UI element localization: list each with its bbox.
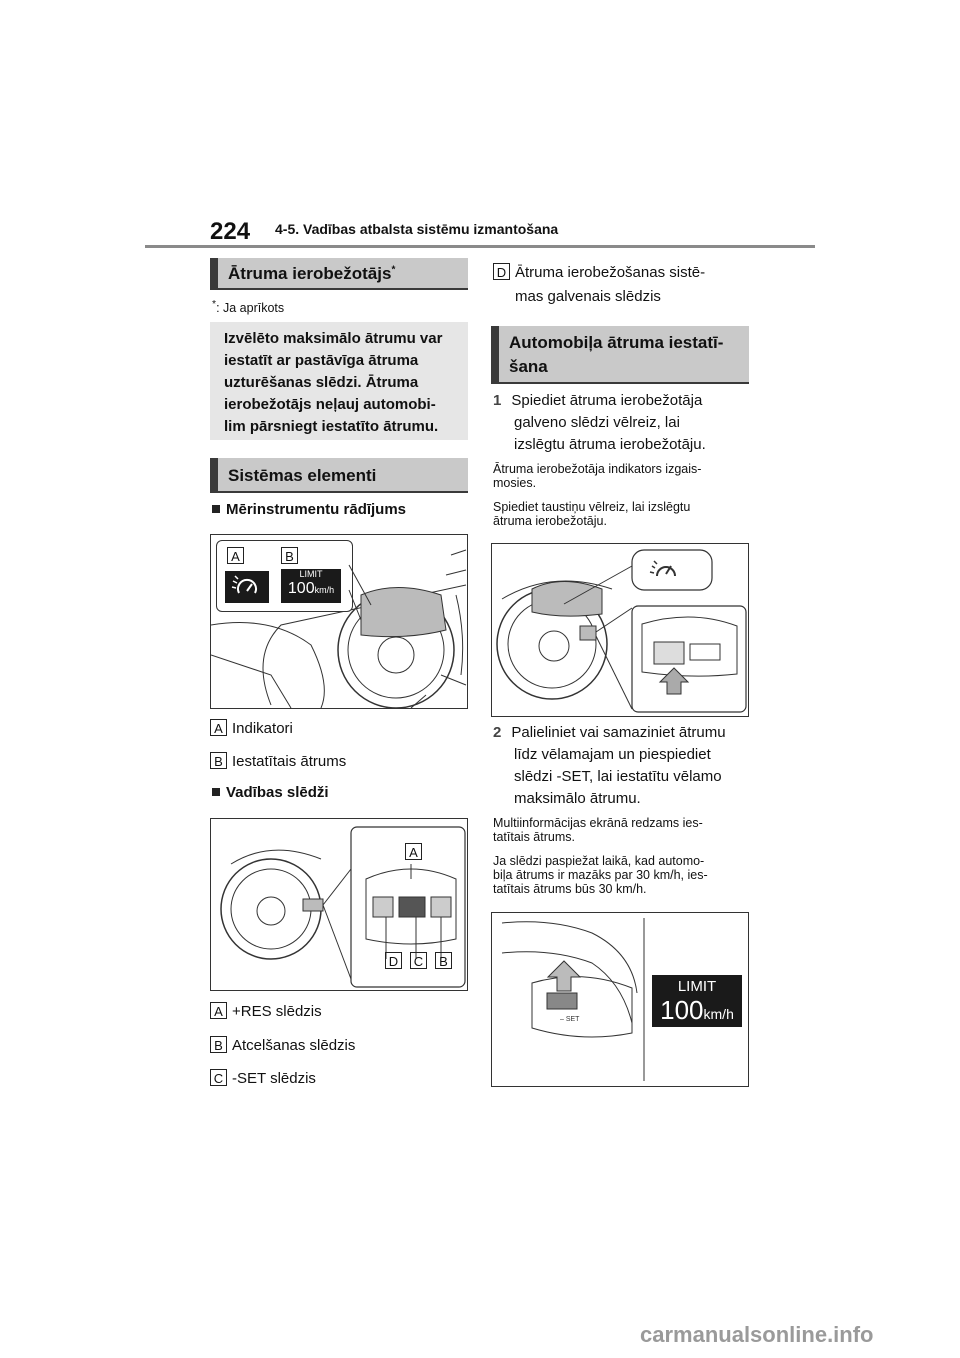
note-line: Spiediet taustiņu vēlreiz, lai izslēgtu — [493, 500, 691, 514]
speed-unit: km/h — [703, 1006, 734, 1022]
item-main-switch — [493, 262, 705, 308]
speed-value: 100 — [287, 580, 315, 597]
note-line: mosies. — [493, 476, 537, 490]
item-text: Ātruma ierobežošanas sistē- — [515, 264, 706, 281]
step-text: galveno slēdzi vēlreiz, lai — [514, 414, 680, 431]
step-number: 1 — [493, 392, 502, 409]
subheading-switches — [212, 782, 329, 804]
step-text: līdz vēlamajam un piespiediet — [514, 746, 711, 763]
header-rule — [145, 245, 815, 248]
limit-label: LIMIT — [677, 978, 717, 995]
step-text: Spiediet ātruma ierobežotāja — [511, 392, 703, 409]
item-set-speed — [210, 751, 346, 773]
label-B: B — [281, 547, 298, 564]
step-text: slēdzi -SET, lai iestatītu vēlamo — [514, 768, 722, 785]
item-text: mas galvenais slēdzis — [515, 288, 661, 305]
label-A: A — [227, 547, 244, 564]
intro-line: lim pārsniegt iestatīto ātrumu. — [224, 418, 439, 435]
note-line: Ja slēdzi paspiežat laikā, kad automo- — [493, 854, 705, 868]
step-1 — [493, 390, 706, 456]
section-title: Ātruma ierobežotājs — [228, 264, 392, 283]
section-heading-setting-speed — [491, 326, 749, 384]
speed-unit: km/h — [314, 585, 335, 595]
item-indicators — [210, 718, 293, 740]
note-line: tatītais ātrums. — [493, 830, 575, 844]
footnote-text: : Ja aprīkots — [216, 301, 285, 316]
main-switch-illustration — [492, 544, 748, 716]
item-text: Iestatītais ātrums — [232, 753, 347, 770]
section-heading-speed-limiter — [210, 258, 468, 290]
steering-switches-illustration — [211, 819, 467, 990]
note-line: Multiinformācijas ekrānā redzams ies- — [493, 816, 703, 830]
item-res-switch — [210, 1001, 322, 1023]
figure-instrument-cluster — [210, 534, 468, 709]
section-title: Automobiļa ātruma iestatī- — [509, 333, 724, 352]
item-cancel-switch — [210, 1035, 355, 1057]
intro-line: iestatīt ar pastāvīga ātruma — [224, 352, 419, 369]
chapter-title: 4-5. Vadības atbalsta sistēmu izmantošana — [275, 221, 559, 237]
speed-value: 100 — [660, 995, 704, 1025]
item-tag: B — [210, 752, 227, 769]
label-A: A — [405, 843, 422, 860]
step-2 — [493, 722, 726, 810]
item-tag: D — [493, 263, 510, 280]
figure-set-switch — [491, 912, 749, 1087]
intro-box — [210, 322, 468, 440]
note-indicator-off — [493, 462, 701, 490]
note-press-again — [493, 500, 690, 528]
note-multi-info — [493, 816, 703, 844]
item-tag: A — [210, 1002, 227, 1019]
section-title: šana — [509, 357, 548, 376]
step-number: 2 — [493, 724, 502, 741]
note-line: ātruma ierobežotāju. — [493, 514, 607, 528]
item-text: Indikatori — [232, 720, 293, 737]
step-text: maksimālo ātrumu. — [514, 790, 641, 807]
label-D: D — [385, 952, 402, 969]
limit-label: LIMIT — [299, 569, 323, 579]
label-B: B — [435, 952, 452, 969]
page-number: 224 — [210, 218, 251, 245]
note-min-speed — [493, 854, 708, 896]
title-footnote-mark: * — [391, 264, 396, 276]
item-text: -SET slēdzis — [232, 1070, 316, 1087]
item-text: Atcelšanas slēdzis — [232, 1037, 356, 1054]
square-bullet-icon — [212, 505, 220, 513]
footnote — [212, 298, 284, 315]
section-heading-system-elements — [210, 458, 468, 493]
item-tag: A — [210, 719, 227, 736]
figure-control-switches — [210, 818, 468, 991]
watermark: carmanualsonline.info — [640, 1322, 874, 1347]
intro-line: Izvēlēto maksimālo ātrumu var — [224, 330, 443, 347]
set-button-label: – SET — [560, 1016, 580, 1023]
footnote-mark: * — [212, 299, 217, 310]
label-C: C — [410, 952, 427, 969]
figure-main-switch — [491, 543, 749, 717]
item-tag: C — [210, 1069, 227, 1086]
subheading-gauges — [212, 499, 406, 521]
step-text: izslēgtu ātruma ierobežotāju. — [514, 436, 706, 453]
item-set-switch — [210, 1068, 316, 1090]
square-bullet-icon — [212, 788, 220, 796]
item-text: +RES slēdzis — [232, 1003, 322, 1020]
note-line: biļa ātrums ir mazāks par 30 km/h, ies- — [493, 868, 708, 882]
callout-pointer — [211, 535, 467, 708]
note-line: tatītais ātrums būs 30 km/h. — [493, 882, 647, 896]
step-text: Palieliniet vai samaziniet ātrumu — [511, 724, 726, 741]
item-tag: B — [210, 1036, 227, 1053]
section-title: Sistēmas elementi — [228, 466, 377, 485]
subheading-text: Mērinstrumentu rādījums — [226, 501, 407, 518]
intro-line: uzturēšanas slēdzi. Ātruma — [224, 374, 419, 391]
note-line: Ātruma ierobežotāja indikators izgais- — [493, 462, 702, 476]
subheading-text: Vadības slēdži — [226, 784, 329, 801]
intro-line: ierobežotājs neļauj automobi- — [224, 396, 436, 413]
set-speed-display — [652, 975, 742, 1027]
